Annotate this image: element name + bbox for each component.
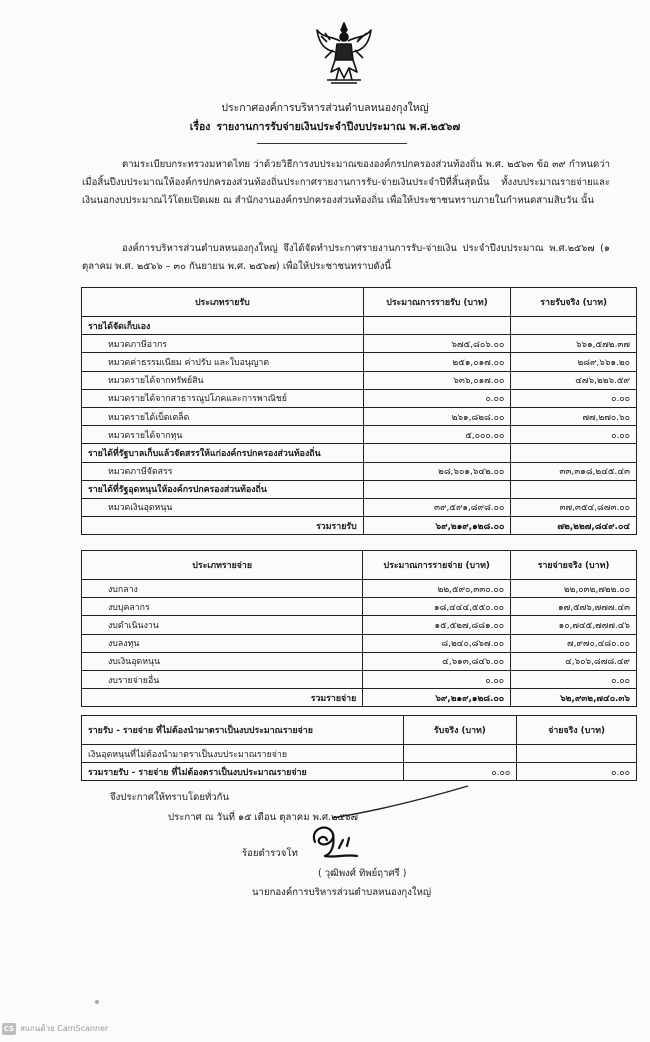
income-actual-cell: ๓๓,๓๑๘,๒๔๕.๔๓ (511, 462, 637, 480)
subject-label: เรื่อง (189, 121, 211, 133)
announce-date: ประกาศ ณ วันที่ ๑๕ เดือน ตุลาคม พ.ศ.๒๕๖๗ (168, 812, 358, 823)
offbudget-type-header: รายรับ - รายจ่าย ที่ไม่ต้องนำมาตราเป็นงบประมาณรายจ่าย (82, 716, 404, 745)
income-label-cell: รายได้ที่รัฐบาลเก็บแล้วจัดสรรให้แก่องค์กรปกครองส่วนท้องถิ่น (82, 444, 364, 462)
income-budget-cell (363, 480, 511, 498)
expense-row-item (82, 580, 637, 598)
expense-actual-header: รายจ่ายจริง (บาท) (511, 551, 637, 580)
offbudget-received-cell: ๐.๐๐ (403, 763, 517, 781)
expense-row-item (82, 634, 637, 652)
expense-budget-cell: ๐.๐๐ (363, 670, 511, 688)
expense-budget-cell: ๔,๖๑๓,๘๔๖.๐๐ (363, 652, 511, 670)
expense-budget-cell: ๒๒,๕๙๐,๓๓๐.๐๐ (363, 580, 511, 598)
expense-table (81, 550, 637, 707)
income-actual-cell: ๗๒,๒๒๗,๘๔๙.๐๔ (511, 517, 637, 535)
income-label-cell: หมวดภาษีอากร (82, 335, 364, 353)
expense-budget-cell: ๖๙,๒๑๙,๑๒๘.๐๐ (363, 689, 511, 707)
expense-table-header-row (82, 551, 637, 580)
offbudget-table-header-row (82, 716, 637, 745)
income-label-cell: หมวดรายได้เบ็ดเตล็ด (82, 407, 364, 425)
income-budget-cell: ๖๙,๒๑๙,๑๒๘.๐๐ (363, 517, 511, 535)
expense-row-item (82, 670, 637, 688)
announce-text: จึงประกาศให้ทราบโดยทั่วกัน (110, 792, 230, 803)
expense-budget-cell: ๘,๒๔๐,๘๖๗.๐๐ (363, 634, 511, 652)
income-label-cell: หมวดรายได้จากทรัพย์สิน (82, 371, 364, 389)
expense-row-item (82, 652, 637, 670)
offbudget-table-body (82, 745, 637, 781)
income-budget-cell: ๐.๐๐ (363, 389, 511, 407)
income-table-body (82, 317, 637, 535)
offbudget-paid-cell (517, 745, 637, 763)
signer-name: ( วุฒิพงศ์ ทิพย์ฤาศรี ) (318, 868, 407, 879)
income-label-cell: หมวดค่าธรรมเนียม ค่าปรับ และใบอนุญาต (82, 353, 364, 371)
income-actual-header: รายรับจริง (บาท) (511, 288, 637, 317)
income-row-item (82, 407, 637, 425)
income-label-cell: รวมรายรับ (82, 517, 364, 535)
expense-row-item (82, 616, 637, 634)
income-label-cell: หมวดภาษีจัดสรร (82, 462, 364, 480)
camscanner-watermark (2, 1022, 108, 1035)
expense-row-total (82, 689, 637, 707)
signer-position: นายกองค์การบริหารส่วนตำบลหนองกุงใหญ่ (252, 887, 432, 898)
announcement-title: ประกาศองค์การบริหารส่วนตำบลหนองกุงใหญ่ (221, 102, 429, 114)
income-row-group (82, 480, 637, 498)
income-row-item (82, 426, 637, 444)
expense-label-cell: งบลงทุน (82, 634, 363, 652)
income-row-item (82, 353, 637, 371)
expense-budget-header: ประมาณการรายจ่าย (บาท) (363, 551, 511, 580)
income-label-cell: รายได้จัดเก็บเอง (82, 317, 364, 335)
paragraph-report-intro: องค์การบริหารส่วนตำบลหนองกุงใหญ่ จึงได้จัดทำประกาศรายงานการรับ-จ่ายเงิน ประจำปีงบประมาณ พ.ศ.๒๕๖๗ (๑ ตุลาคม พ.ศ. ๒๕๖๖ – ๓๐ กันยายน พ.ศ. ๒๕๖๗) เพื่อให้ประชาชนทราบดังนี้ (82, 243, 610, 272)
expense-row-item (82, 598, 637, 616)
expense-label-cell: งบรายจ่ายอื่น (82, 670, 363, 688)
offbudget-label-cell: รวมรายรับ - รายจ่าย ที่ไม่ต้องตราเป็นงบประมาณรายจ่าย (82, 763, 404, 781)
expense-label-cell: งบเงินอุดหนุน (82, 652, 363, 670)
income-actual-cell: ๒๘๙,๖๖๑.๒๐ (511, 353, 637, 371)
income-budget-cell (363, 444, 511, 462)
income-budget-cell: ๖๗๕,๘๐๖.๐๐ (363, 335, 511, 353)
offbudget-row-item (82, 745, 637, 763)
income-actual-cell: ๖๖๑,๕๗๒.๓๗ (511, 335, 637, 353)
expense-label-cell: งบบุคลากร (82, 598, 363, 616)
income-budget-cell: ๒๖๑,๘๒๘.๐๐ (363, 407, 511, 425)
income-row-group (82, 317, 637, 335)
income-row-item (82, 371, 637, 389)
expense-actual-cell: ๐.๐๐ (511, 670, 637, 688)
income-actual-cell (511, 444, 637, 462)
expense-actual-cell: ๔,๖๐๖,๘๗๘.๔๙ (511, 652, 637, 670)
offbudget-paid-cell: ๐.๐๐ (517, 763, 637, 781)
income-budget-cell: ๓๙,๕๙๑,๘๙๘.๐๐ (363, 498, 511, 516)
income-actual-cell: ๓๗,๓๕๔,๘๗๓.๐๐ (511, 498, 637, 516)
offbudget-row-total (82, 763, 637, 781)
offbudget-paid-header: จ่ายจริง (บาท) (517, 716, 637, 745)
income-row-item (82, 389, 637, 407)
garuda-emblem-icon (313, 20, 375, 86)
income-budget-cell: ๖๓๖,๐๑๗.๐๐ (363, 371, 511, 389)
income-table-header-row (82, 288, 637, 317)
income-budget-cell (363, 317, 511, 335)
expense-actual-cell: ๒๒,๐๓๒,๗๒๒.๐๐ (511, 580, 637, 598)
offbudget-received-header: รับจริง (บาท) (403, 716, 517, 745)
camscanner-text: สแกนด้วย CamScanner (20, 1024, 109, 1033)
income-actual-cell: ๐.๐๐ (511, 426, 637, 444)
income-label-cell: หมวดเงินอุดหนุน (82, 498, 364, 516)
income-actual-cell: ๗๗,๒๗๐.๖๐ (511, 407, 637, 425)
expense-label-cell: รวมรายจ่าย (82, 689, 363, 707)
offbudget-table (81, 715, 637, 781)
income-table (81, 287, 637, 535)
income-row-item (82, 462, 637, 480)
income-row-group (82, 444, 637, 462)
income-actual-cell: ๔๗๖,๒๒๖.๕๙ (511, 371, 637, 389)
income-label-cell: หมวดรายได้จากทุน (82, 426, 364, 444)
expense-budget-cell: ๑๘,๔๔๔,๕๕๐.๐๐ (363, 598, 511, 616)
handwritten-signature-icon (305, 818, 365, 862)
expense-actual-cell: ๑๗,๕๗๖,๗๗๗.๔๓ (511, 598, 637, 616)
income-actual-cell (511, 317, 637, 335)
expense-actual-cell: ๗,๙๗๐,๔๘๐.๐๐ (511, 634, 637, 652)
scan-speck (95, 1000, 99, 1004)
offbudget-received-cell (403, 745, 517, 763)
expense-budget-cell: ๑๕,๕๒๗,๘๘๑.๐๐ (363, 616, 511, 634)
expense-actual-cell: ๑๐,๗๔๕,๗๗๗.๔๖ (511, 616, 637, 634)
expense-table-body (82, 580, 637, 707)
paragraph-regulation: ตามระเบียบกระทรวงมหาดไทย ว่าด้วยวิธีการงบประมาณขององค์กรปกครองส่วนท้องถิ่น พ.ศ. ๒๕๖๓ ข้อ ๓๙ กำหนดว่าเมื่อสิ้นปีงบประมาณให้องค์กรปกครองส่วนท้องถิ่นประกาศรายงานการรับ-จ่ายเงินประจำปีที่สิ้นสุดนั้น ทั้งงบประมาณรายจ่ายและเงินนอกงบประมาณไว้โดยเปิดเผย ณ สำนักงานองค์กรปกครองส่วนท้องถิ่น เพื่อให้ประชาชนทราบภายในกำหนดสามสิบวัน นั้น (82, 159, 610, 206)
income-row-total (82, 517, 637, 535)
income-row-item (82, 335, 637, 353)
camscanner-logo-icon: CS (3, 1024, 15, 1033)
subject-text: รายงานการรับจ่ายเงินประจำปีงบประมาณ พ.ศ.๒๕๖๗ (216, 121, 461, 133)
income-budget-cell: ๕,๐๐๐.๐๐ (363, 426, 511, 444)
income-budget-cell: ๒๕๑,๐๑๗.๐๐ (363, 353, 511, 371)
announcement-subject (0, 118, 650, 135)
expense-label-cell: งบดำเนินงาน (82, 616, 363, 634)
expense-label-cell: งบกลาง (82, 580, 363, 598)
income-label-cell: รายได้ที่รัฐอุดหนุนให้องค์กรปกครองส่วนท้องถิ่น (82, 480, 364, 498)
title-underline (257, 143, 407, 144)
signer-rank: ร้อยตำรวจโท (242, 848, 298, 859)
income-budget-header: ประมาณการรายรับ (บาท) (363, 288, 511, 317)
income-actual-cell: ๐.๐๐ (511, 389, 637, 407)
income-type-header: ประเภทรายรับ (82, 288, 364, 317)
expense-type-header: ประเภทรายจ่าย (82, 551, 363, 580)
income-actual-cell (511, 480, 637, 498)
expense-actual-cell: ๖๒,๙๓๒,๗๔๐.๓๖ (511, 689, 637, 707)
income-budget-cell: ๒๘,๖๐๑,๖๔๒.๐๐ (363, 462, 511, 480)
offbudget-label-cell: เงินอุดหนุนที่ไม่ต้องนำมาตราเป็นงบประมาณรายจ่าย (82, 745, 404, 763)
income-row-item (82, 498, 637, 516)
income-label-cell: หมวดรายได้จากสาธารณูปโภคและการพาณิชย์ (82, 389, 364, 407)
